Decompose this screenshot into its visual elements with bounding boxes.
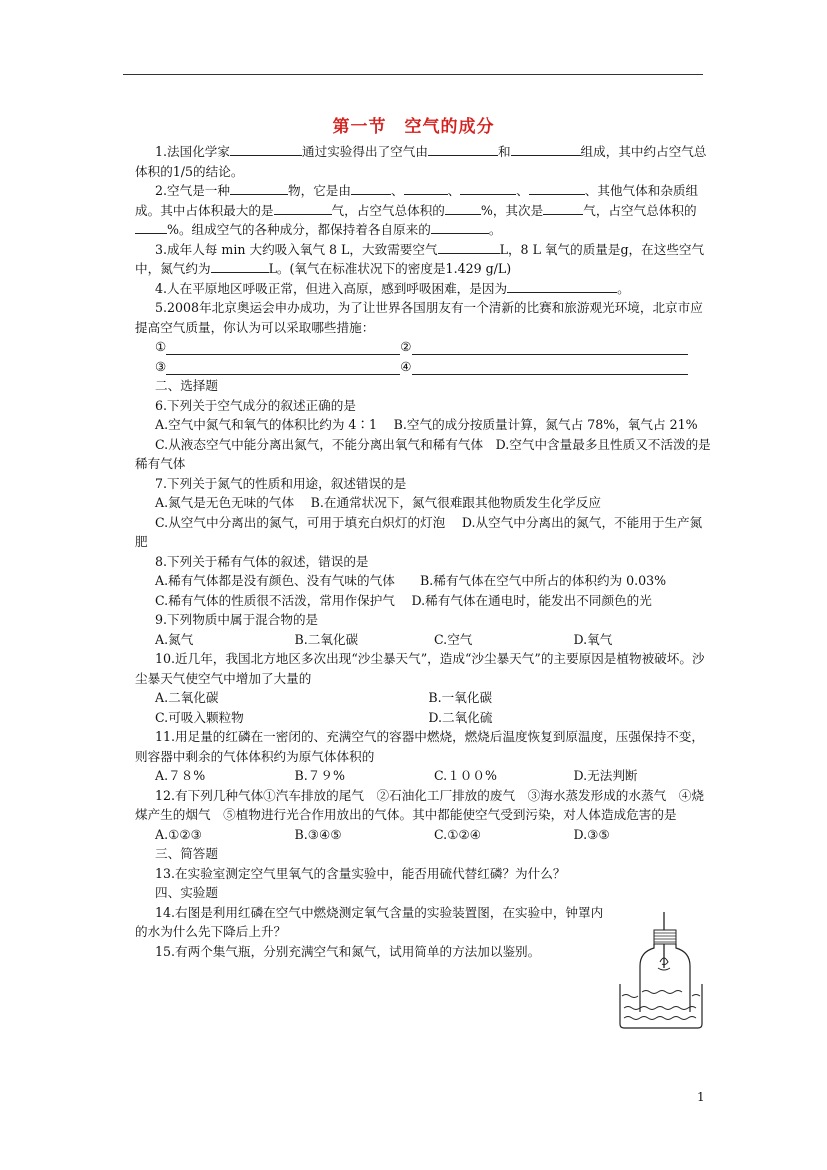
section-heading: 二、选择题 [155,378,218,393]
option-line: A.稀有气体都是没有颜色、没有气味的气体 B.稀有气体在空气中所占的体积约为 0.03% [155,573,667,588]
option[interactable]: B.③④⑤ [294,826,342,842]
options-row [135,708,713,728]
blank[interactable] [460,181,516,195]
answer-lines-row-2: ③ ④ [135,357,713,377]
answer-line[interactable] [166,341,400,355]
options-row [135,688,713,708]
option[interactable]: A.二氧化碳 [155,690,219,705]
option[interactable]: A.①②③ [155,826,202,842]
bell-jar-apparatus-icon [618,912,704,1030]
option[interactable]: A.氮气 [155,631,194,647]
question-13: 13.在实验室测定空气里氧气的含量实验中，能否用硫代替红磷？为什么？ [155,865,566,881]
options-row [135,630,713,650]
option[interactable]: D.无法判断 [573,768,638,783]
blank[interactable] [529,181,585,195]
blank[interactable] [445,201,481,215]
option-line: C.从空气中分离出的氮气，可用于填充白炽灯的灯泡 D.从空气中分离出的氮气，不能用于生产氮肥 [135,514,703,549]
blank[interactable] [351,181,391,195]
option[interactable]: C.空气 [434,631,473,647]
option[interactable]: D.氧气 [573,631,613,647]
options-row [135,825,713,845]
question-7: 7.下列关于氮气的性质和用途，叙述错误的是 [155,475,407,491]
question-10: 10.近几年，我国北方地区多次出现“沙尘暴天气”，造成“沙尘暴天气”的主要原因是植物被破坏。沙尘暴天气使空气中增加了大量的 [135,651,705,686]
blank[interactable] [211,259,269,273]
blank[interactable] [543,201,583,215]
page-title: 第一节 空气的成分 [332,117,495,137]
answer-lines-row-1: ① ② [135,337,713,357]
option-line: C.从液态空气中能分离出氮气，不能分离出氧气和稀有气体 D.空气中含量最多且性质又不活泼的是稀有气体 [135,436,711,471]
blank[interactable] [507,279,617,293]
option[interactable]: B.一氧化碳 [428,690,493,705]
answer-line[interactable] [412,341,688,355]
question-11: 11.用足量的红磷在一密闭的、充满空气的容器中燃烧，燃烧后温度恢复到原温度，压强保持不变，则容器中剩余的气体体积约为原气体体积的 [135,729,704,764]
option-line: C.稀有气体的性质很不活泼，常用作保护气 D.稀有气体在通电时，能发出不同颜色的光 [155,592,652,608]
option-line: A.空气中氮气和氧气的体积比约为 4∶1 B.空气的成分按质量计算，氮气占 78%，氧气占 21% [155,417,698,432]
blank[interactable] [274,201,332,215]
question-14: 14.右图是利用红磷在空气中燃烧测定氧气含量的实验装置图，在实验中，钟罩内的水为什么先下降后上升？ [135,904,604,939]
question-12: 12.有下列几种气体①汽车排放的尾气 ②石油化工厂排放的废气 ③海水蒸发形成的水蒸气 ④烧煤产生的烟气 ⑤植物进行光合作用放出的气体。其中都能使空气受到污染，对人体造成危害的是 [135,787,704,822]
option[interactable]: C.可吸入颗粒物 [155,709,244,725]
blank[interactable] [438,240,500,254]
blank[interactable] [135,220,167,234]
question-8: 8.下列关于稀有气体的叙述，错误的是 [155,553,369,569]
blank[interactable] [428,142,498,156]
question-3: 3.成年人每 min 大约吸入氧气 8 L，大致需要空气 L，8 L 氧气的质量是g，在这些空气中，氮气约为 L。(氧气在标准状况下的密度是1.429 g/L) [135,241,705,276]
blank[interactable] [404,181,448,195]
question-15: 15.有两个集气瓶，分别充满空气和氮气，试用简单的方法加以鉴别。 [155,943,541,959]
section-heading: 三、简答题 [155,846,218,861]
blank[interactable] [511,142,581,156]
blank[interactable] [431,220,489,234]
worksheet-body [135,142,713,961]
option[interactable]: B.７９% [294,768,345,783]
option[interactable]: D.③⑤ [573,826,610,842]
question-9: 9.下列物质中属于混合物的是 [155,612,319,627]
section-heading: 四、实验题 [155,885,218,900]
option[interactable]: C.①②④ [434,826,482,842]
page-number: 1 [697,1090,705,1104]
answer-line[interactable] [166,361,400,375]
option[interactable]: B.二氧化碳 [294,631,359,647]
options-row [135,766,713,786]
blank[interactable] [230,142,302,156]
option[interactable]: C.１００% [434,768,497,783]
question-4: 4.人在平原地区呼吸正常，但进入高原，感到呼吸困难，是因为 。 [155,280,630,296]
question-5: 5.2008年北京奥运会申办成功，为了让世界各国朋友有一个清新的比赛和旅游观光环境，北京市应提高空气质量，你认为可以采取哪些措施： [135,300,703,335]
option[interactable]: A.７８% [155,768,206,783]
answer-line[interactable] [412,361,688,375]
question-2: 2.空气是一种 物，它是由 、 、 、 、其他气体和杂质组成。其中占体积最大的是 气，占空气总体积的 %，其次是 气，占空气总体积的%。组成空气的各种成分，都保持着各自原来的 。 [135,183,699,237]
question-6: 6.下列关于空气成分的叙述正确的是 [155,397,356,413]
header-rule [123,74,703,75]
blank[interactable] [230,181,288,195]
option-line: A.氮气是无色无味的气体 B.在通常状况下，氮气很难跟其他物质发生化学反应 [155,495,601,510]
question-1: 1.法国化学家 通过实验得出了空气由 和 组成，其中约占空气总体积的1/5的结论。 [135,144,707,179]
option[interactable]: D.二氧化硫 [428,709,493,725]
